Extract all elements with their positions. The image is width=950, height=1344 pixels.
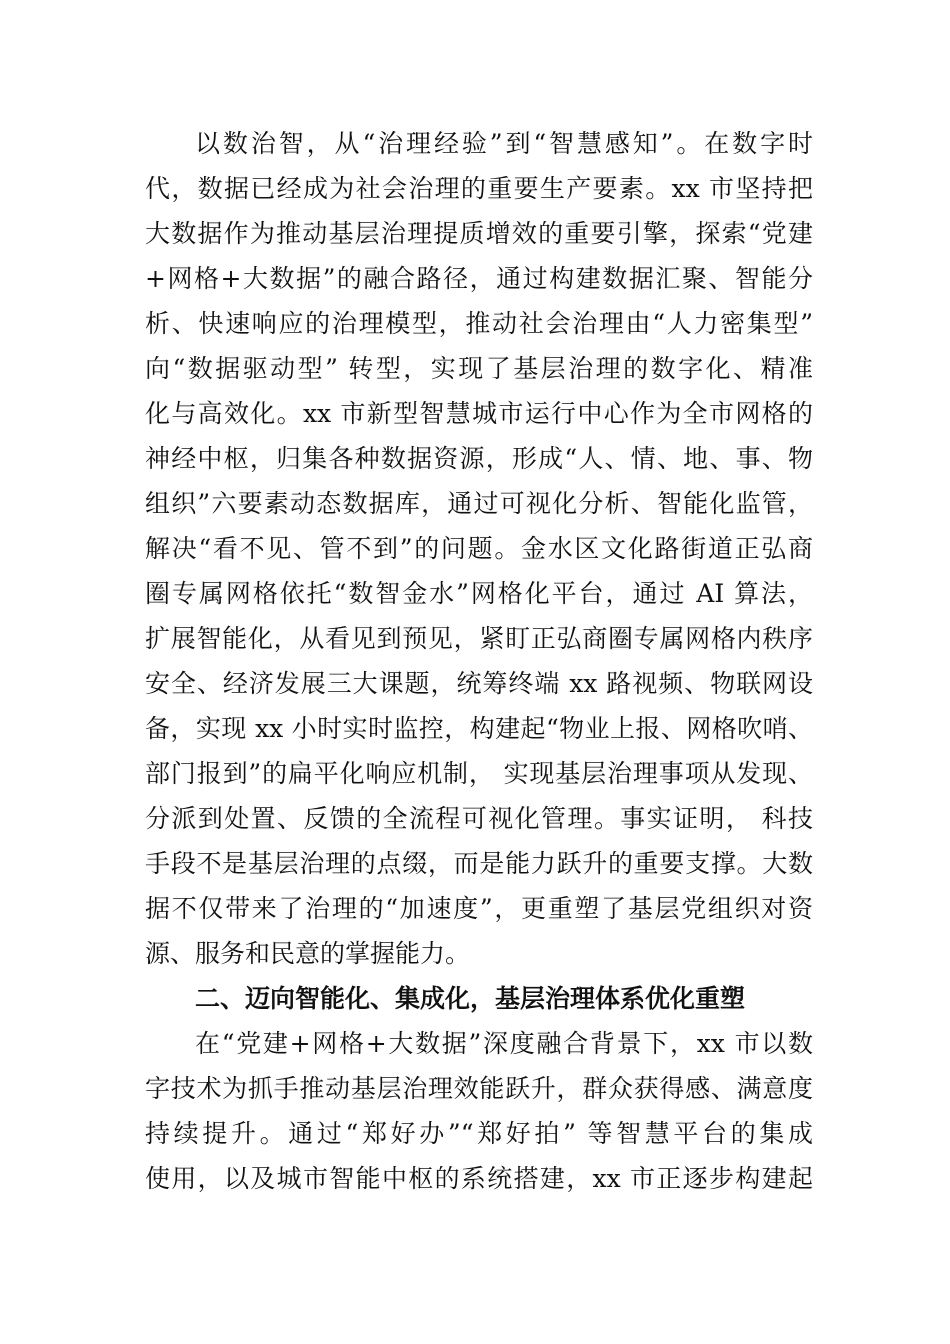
section-heading: 二、迈向智能化、集成化，基层治理体系优化重塑 [195, 984, 746, 1013]
paragraph-line: 解决“看不见、管不到”的问题。金水区文化路街道正弘商 [145, 534, 813, 563]
paragraph-line: 备，实现 xx 小时实时监控，构建起“物业上报、网格吹哨、 [145, 714, 813, 743]
paragraph-line: 扩展智能化，从看见到预见，紧盯正弘商圈专属网格内秩序 [145, 624, 813, 653]
paragraph-line: 字技术为抓手推动基层治理效能跃升，群众获得感、满意度 [145, 1074, 813, 1103]
paragraph-line: +网格+大数据”的融合路径，通过构建数据汇聚、智能分 [145, 264, 813, 293]
paragraph-line: 持续提升。通过“郑好办”“郑好拍” 等智慧平台的集成 [145, 1119, 813, 1148]
paragraph-line: 据不仅带来了治理的“加速度”，更重塑了基层党组织对资 [145, 894, 813, 923]
paragraph-line: 圈专属网格依托“数智金水”网格化平台，通过 AI 算法， [145, 579, 813, 608]
paragraph-line: 使用，以及城市智能中枢的系统搭建，xx 市正逐步构建起 [145, 1164, 813, 1193]
paragraph-line: 源、服务和民意的掌握能力。 [145, 939, 471, 968]
paragraph-line: 部门报到”的扁平化响应机制， 实现基层治理事项从发现、 [145, 759, 813, 788]
paragraph-line: 组织”六要素动态数据库，通过可视化分析、智能化监管， [145, 489, 813, 518]
paragraph-line: 代，数据已经成为社会治理的重要生产要素。xx 市坚持把 [145, 174, 813, 203]
paragraph-line: 在“党建+网格+大数据”深度融合背景下，xx 市以数 [195, 1029, 813, 1058]
paragraph-line: 析、快速响应的治理模型，推动社会治理由“人力密集型” [145, 309, 813, 338]
paragraph-line: 手段不是基层治理的点缀，而是能力跃升的重要支撑。大数 [145, 849, 813, 878]
paragraph-line: 安全、经济发展三大课题，统筹终端 xx 路视频、物联网设 [145, 669, 813, 698]
paragraph-line: 神经中枢，归集各种数据资源，形成“人、情、地、事、物 [145, 444, 813, 473]
paragraph-line: 分派到处置、反馈的全流程可视化管理。事实证明， 科技 [145, 804, 813, 833]
paragraph-line: 向“数据驱动型” 转型，实现了基层治理的数字化、精准 [145, 354, 813, 383]
paragraph-line: 大数据作为推动基层治理提质增效的重要引擎，探索“党建 [145, 219, 813, 248]
paragraph-line: 化与高效化。xx 市新型智慧城市运行中心作为全市网格的 [145, 399, 813, 428]
paragraph-line: 以数治智，从“治理经验”到“智慧感知”。在数字时 [195, 129, 813, 158]
